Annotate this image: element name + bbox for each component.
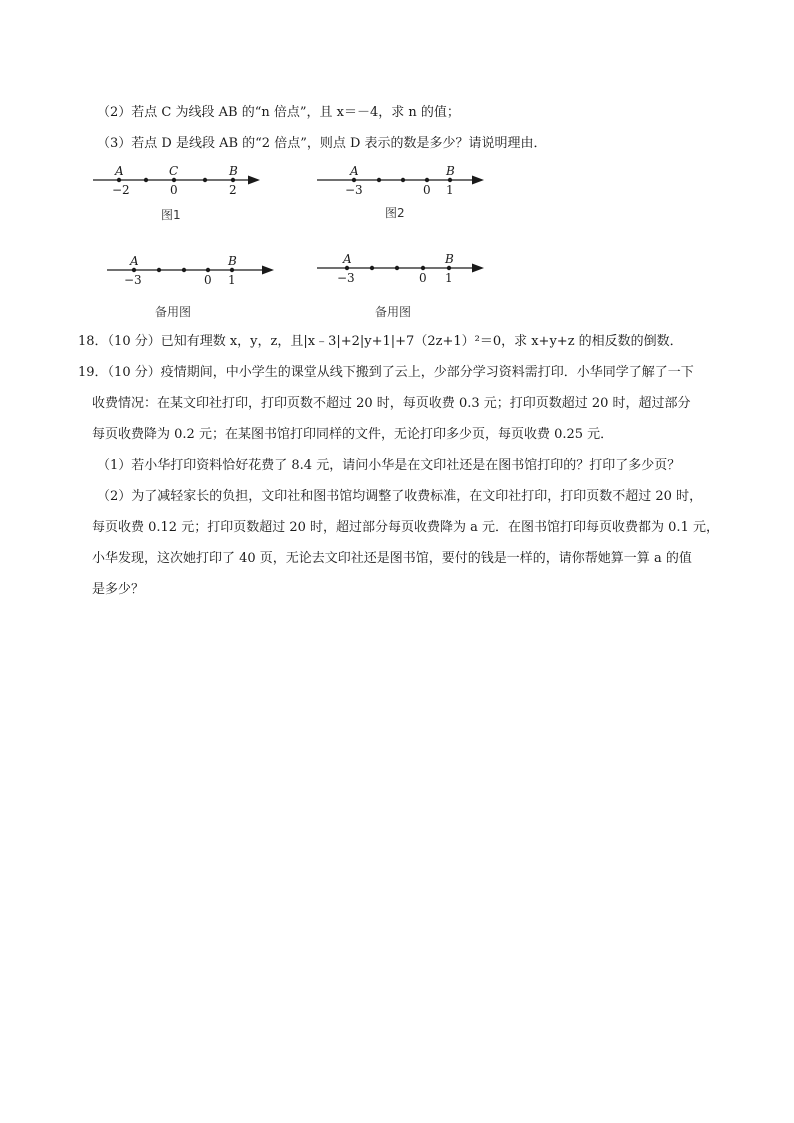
num-b: 1 <box>446 183 454 197</box>
question-19-sub-2-line-1: （2）为了减轻家长的负担，文印社和图书馆均调整了收费标准，在文印社打印，打印页数不超过 20 时， <box>97 489 703 504</box>
num-a: −3 <box>337 271 355 285</box>
caption-figure-2: 图2 <box>385 206 405 220</box>
caption-backup-2: 备用图 <box>375 305 412 319</box>
number-line-backup-2 <box>314 248 494 288</box>
point-b <box>448 178 452 182</box>
num-a: −3 <box>124 273 142 287</box>
point-c <box>172 178 176 182</box>
num-a: −3 <box>345 183 363 197</box>
tick-point <box>370 266 374 270</box>
label-c: C <box>169 164 179 178</box>
caption-backup-1: 备用图 <box>155 305 192 319</box>
label-a: A <box>343 252 352 266</box>
point-a <box>117 178 121 182</box>
tick-point <box>182 268 186 272</box>
label-b: B <box>229 164 238 178</box>
question-19-sub-2-line-3: 小华发现，这次她打印了 40 页，无论去文印社还是图书馆，要付的钱是一样的，请你帮她算一算 a 的值 <box>92 551 692 566</box>
q17-sub3: （3）若点 D 是线段 AB 的“2 倍点”，则点 D 表示的数是多少？请说明理由． <box>97 136 547 151</box>
number-line-backup-1 <box>104 250 284 290</box>
question-19-line-2: 收费情况：在某文印社打印，打印页数不超过 20 时，每页收费 0.3 元；打印页数超过 20 时，超过部分 <box>92 396 691 411</box>
question-19-sub-1: （1）若小华打印资料恰好花费了 8.4 元，请问小华是在文印社还是在图书馆打印的？打印了多少页？ <box>97 458 681 473</box>
point-a <box>352 178 356 182</box>
label-a: A <box>350 164 359 178</box>
point-b <box>447 266 451 270</box>
point-b <box>231 178 235 182</box>
num-zero: 0 <box>204 273 212 287</box>
num-zero: 0 <box>423 183 431 197</box>
tick-point <box>203 178 207 182</box>
tick-point <box>395 266 399 270</box>
tick-point <box>425 178 429 182</box>
label-b: B <box>446 164 455 178</box>
point-a <box>345 266 349 270</box>
question-19-sub-2-line-4: 是多少？ <box>92 582 145 597</box>
question-18: 18．（10 分）已知有理数 x，y，z，且|x﹣3|+2|y+1|+7（2z+1）²＝0，求 x+y+z 的相反数的倒数． <box>78 334 683 349</box>
num-b: 2 <box>229 183 237 197</box>
tick-point <box>377 178 381 182</box>
question-19-line-1: 19．（10 分）疫情期间，中小学生的课堂从线下搬到了云上，少部分学习资料需打印．小华同学了解了一下 <box>78 365 694 380</box>
label-b: B <box>445 252 454 266</box>
caption-figure-1: 图1 <box>161 208 181 222</box>
num-b: 1 <box>445 271 453 285</box>
point-a <box>132 268 136 272</box>
tick-point <box>401 178 405 182</box>
question-19-line-3: 每页收费降为 0.2 元；在某图书馆打印同样的文件，无论打印多少页，每页收费 0.25 元． <box>92 427 614 442</box>
tick-point <box>421 266 425 270</box>
num-b: 1 <box>228 273 236 287</box>
label-a: A <box>115 164 124 178</box>
label-a: A <box>130 254 139 268</box>
label-b: B <box>228 254 237 268</box>
tick-point <box>144 178 148 182</box>
q17-sub2: （2）若点 C 为线段 AB 的“n 倍点”，且 x＝－4，求 n 的值； <box>97 105 460 120</box>
tick-point <box>157 268 161 272</box>
num-zero: 0 <box>419 271 427 285</box>
number-line-figure-2 <box>314 160 494 200</box>
tick-point <box>206 268 210 272</box>
number-line-figure-1 <box>90 160 270 200</box>
point-b <box>230 268 234 272</box>
num-a: −2 <box>112 183 130 197</box>
num-c: 0 <box>170 183 178 197</box>
question-19-sub-2-line-2: 每页收费 0.12 元；打印页数超过 20 时，超过部分每页收费降为 a 元．在图书馆打印每页收费都为 0.1 元， <box>92 520 719 535</box>
